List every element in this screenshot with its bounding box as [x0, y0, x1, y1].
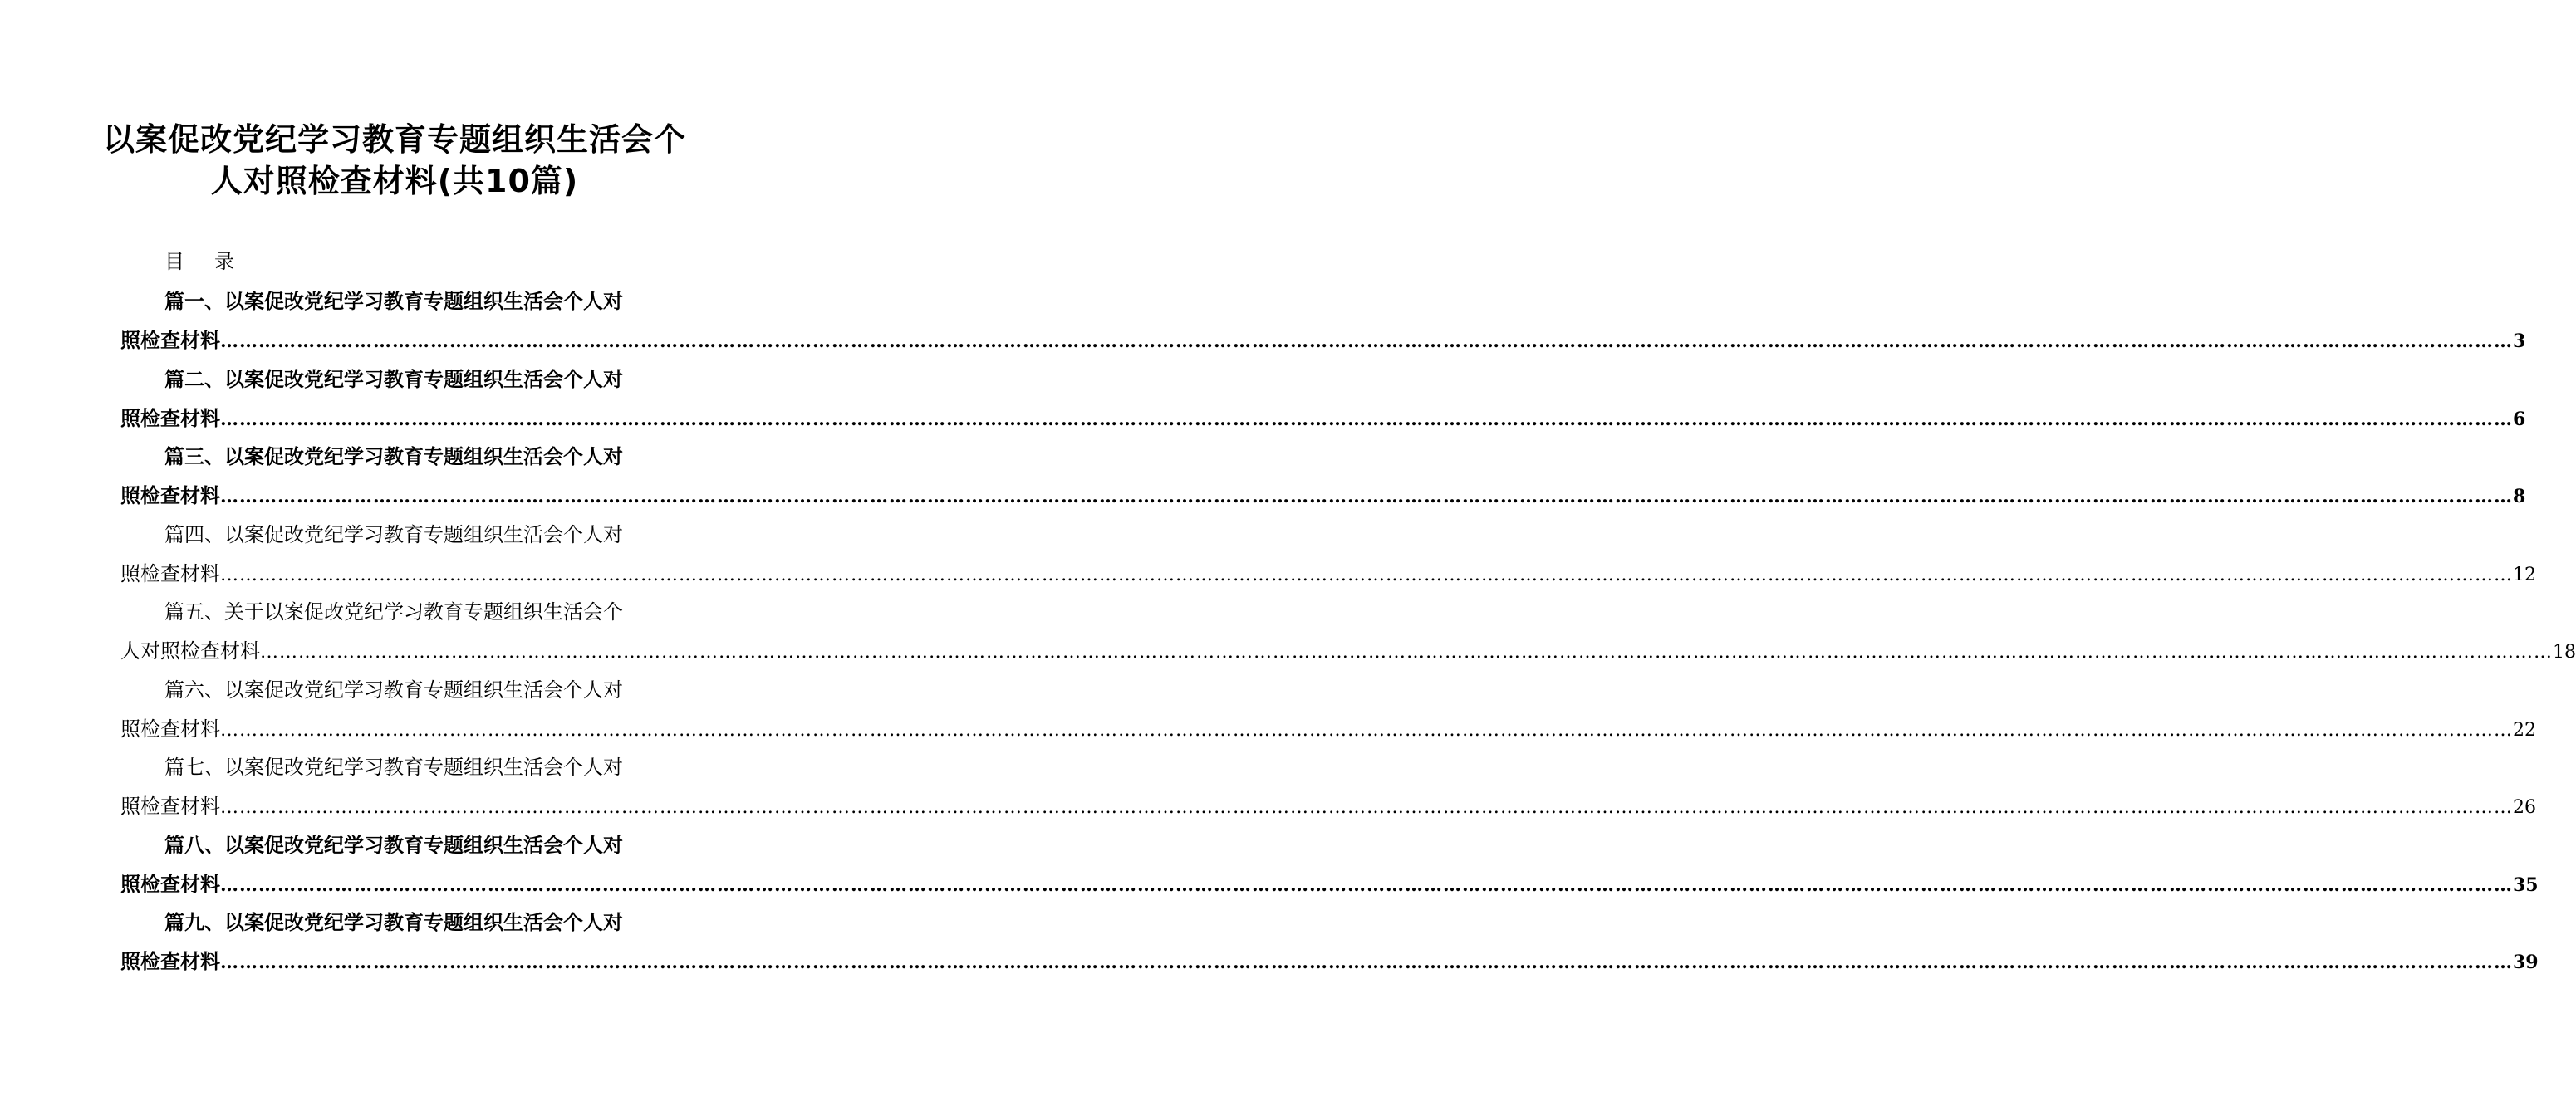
toc-dot-leader: ………………………………………………………………………………………………………………………………………………………………………………………………………………………………………………………………………………………………………………………………: [220, 486, 2513, 507]
toc-entry-text: 人对照检查材料: [120, 639, 260, 663]
toc-entry-2-title[interactable]: 篇二、以案促改党纪学习教育专题组织生活会个人对: [164, 367, 623, 391]
toc-entry-text: 照检查材料: [120, 795, 220, 818]
toc-entry-6-title[interactable]: 篇六、以案促改党纪学习教育专题组织生活会个人对: [164, 678, 623, 702]
toc-entry-text: 照检查材料: [120, 950, 220, 973]
toc-entry-9-continuation[interactable]: [120, 947, 2539, 976]
toc-page-number: 26: [2513, 797, 2536, 818]
toc-entry-5-continuation[interactable]: [120, 637, 2576, 667]
toc-page-number: 3: [2513, 330, 2526, 352]
toc-page-number: 35: [2513, 874, 2539, 896]
toc-heading-char-2: 录: [214, 250, 234, 273]
toc-dot-leader: ………………………………………………………………………………………………………………………………………………………………………………………………………………………………………………………………………………………………………………………………: [260, 642, 2553, 663]
toc-entry-4-continuation[interactable]: [120, 560, 2536, 590]
toc-entry-5-title[interactable]: 篇五、关于以案促改党纪学习教育专题组织生活会个: [164, 600, 623, 624]
toc-page-number: 12: [2513, 564, 2536, 585]
toc-entry-3-title[interactable]: 篇三、以案促改党纪学习教育专题组织生活会个人对: [164, 445, 623, 468]
document-title-line-1: 以案促改党纪学习教育专题组织生活会个: [102, 121, 686, 158]
toc-page-number: 18: [2553, 642, 2576, 663]
toc-dot-leader: ………………………………………………………………………………………………………………………………………………………………………………………………………………………………………………………………………………………………………………………………: [220, 874, 2513, 896]
toc-heading: [164, 247, 234, 276]
toc-entry-1-title[interactable]: 篇一、以案促改党纪学习教育专题组织生活会个人对: [164, 290, 623, 313]
toc-dot-leader: ………………………………………………………………………………………………………………………………………………………………………………………………………………………………………………………………………………………………………………………………: [220, 408, 2513, 430]
toc-heading-char-1: 目: [164, 250, 184, 273]
toc-page-number: 8: [2513, 486, 2526, 507]
toc-entry-text: 照检查材料: [120, 872, 220, 896]
toc-entry-text: 照检查材料: [120, 406, 220, 430]
toc-dot-leader: ………………………………………………………………………………………………………………………………………………………………………………………………………………………………………………………………………………………………………………………………: [220, 952, 2513, 973]
toc-dot-leader: ………………………………………………………………………………………………………………………………………………………………………………………………………………………………………………………………………………………………………………………………: [220, 564, 2513, 585]
toc-entry-7-title[interactable]: 篇七、以案促改党纪学习教育专题组织生活会个人对: [164, 756, 623, 779]
toc-entry-9-title[interactable]: 篇九、以案促改党纪学习教育专题组织生活会个人对: [164, 911, 623, 934]
toc-page-number: 39: [2513, 952, 2539, 973]
toc-entry-8-title[interactable]: 篇八、以案促改党纪学习教育专题组织生活会个人对: [164, 833, 623, 857]
toc-entry-text: 照检查材料: [120, 561, 220, 585]
toc-entry-4-title[interactable]: 篇四、以案促改党纪学习教育专题组织生活会个人对: [164, 522, 623, 546]
toc-entry-2-continuation[interactable]: [120, 404, 2526, 433]
toc-page-number: 6: [2513, 408, 2526, 430]
toc-dot-leader: ………………………………………………………………………………………………………………………………………………………………………………………………………………………………………………………………………………………………………………………………: [220, 719, 2513, 741]
toc-page-number: 22: [2513, 719, 2536, 741]
toc-entry-text: 照检查材料: [120, 717, 220, 741]
toc-entry-text: 照检查材料: [120, 484, 220, 507]
toc-entry-3-continuation[interactable]: [120, 482, 2526, 511]
toc-entry-8-continuation[interactable]: [120, 870, 2539, 899]
toc-dot-leader: ………………………………………………………………………………………………………………………………………………………………………………………………………………………………………………………………………………………………………………………………: [220, 797, 2513, 818]
toc-entry-text: 照检查材料: [120, 329, 220, 352]
document-title-line-2: 人对照检查材料(共10篇): [210, 163, 579, 199]
toc-entry-1-continuation[interactable]: [120, 326, 2526, 355]
toc-dot-leader: ………………………………………………………………………………………………………………………………………………………………………………………………………………………………………………………………………………………………………………………………: [220, 330, 2513, 352]
toc-entry-7-continuation[interactable]: [120, 792, 2536, 822]
toc-entry-6-continuation[interactable]: [120, 715, 2536, 745]
